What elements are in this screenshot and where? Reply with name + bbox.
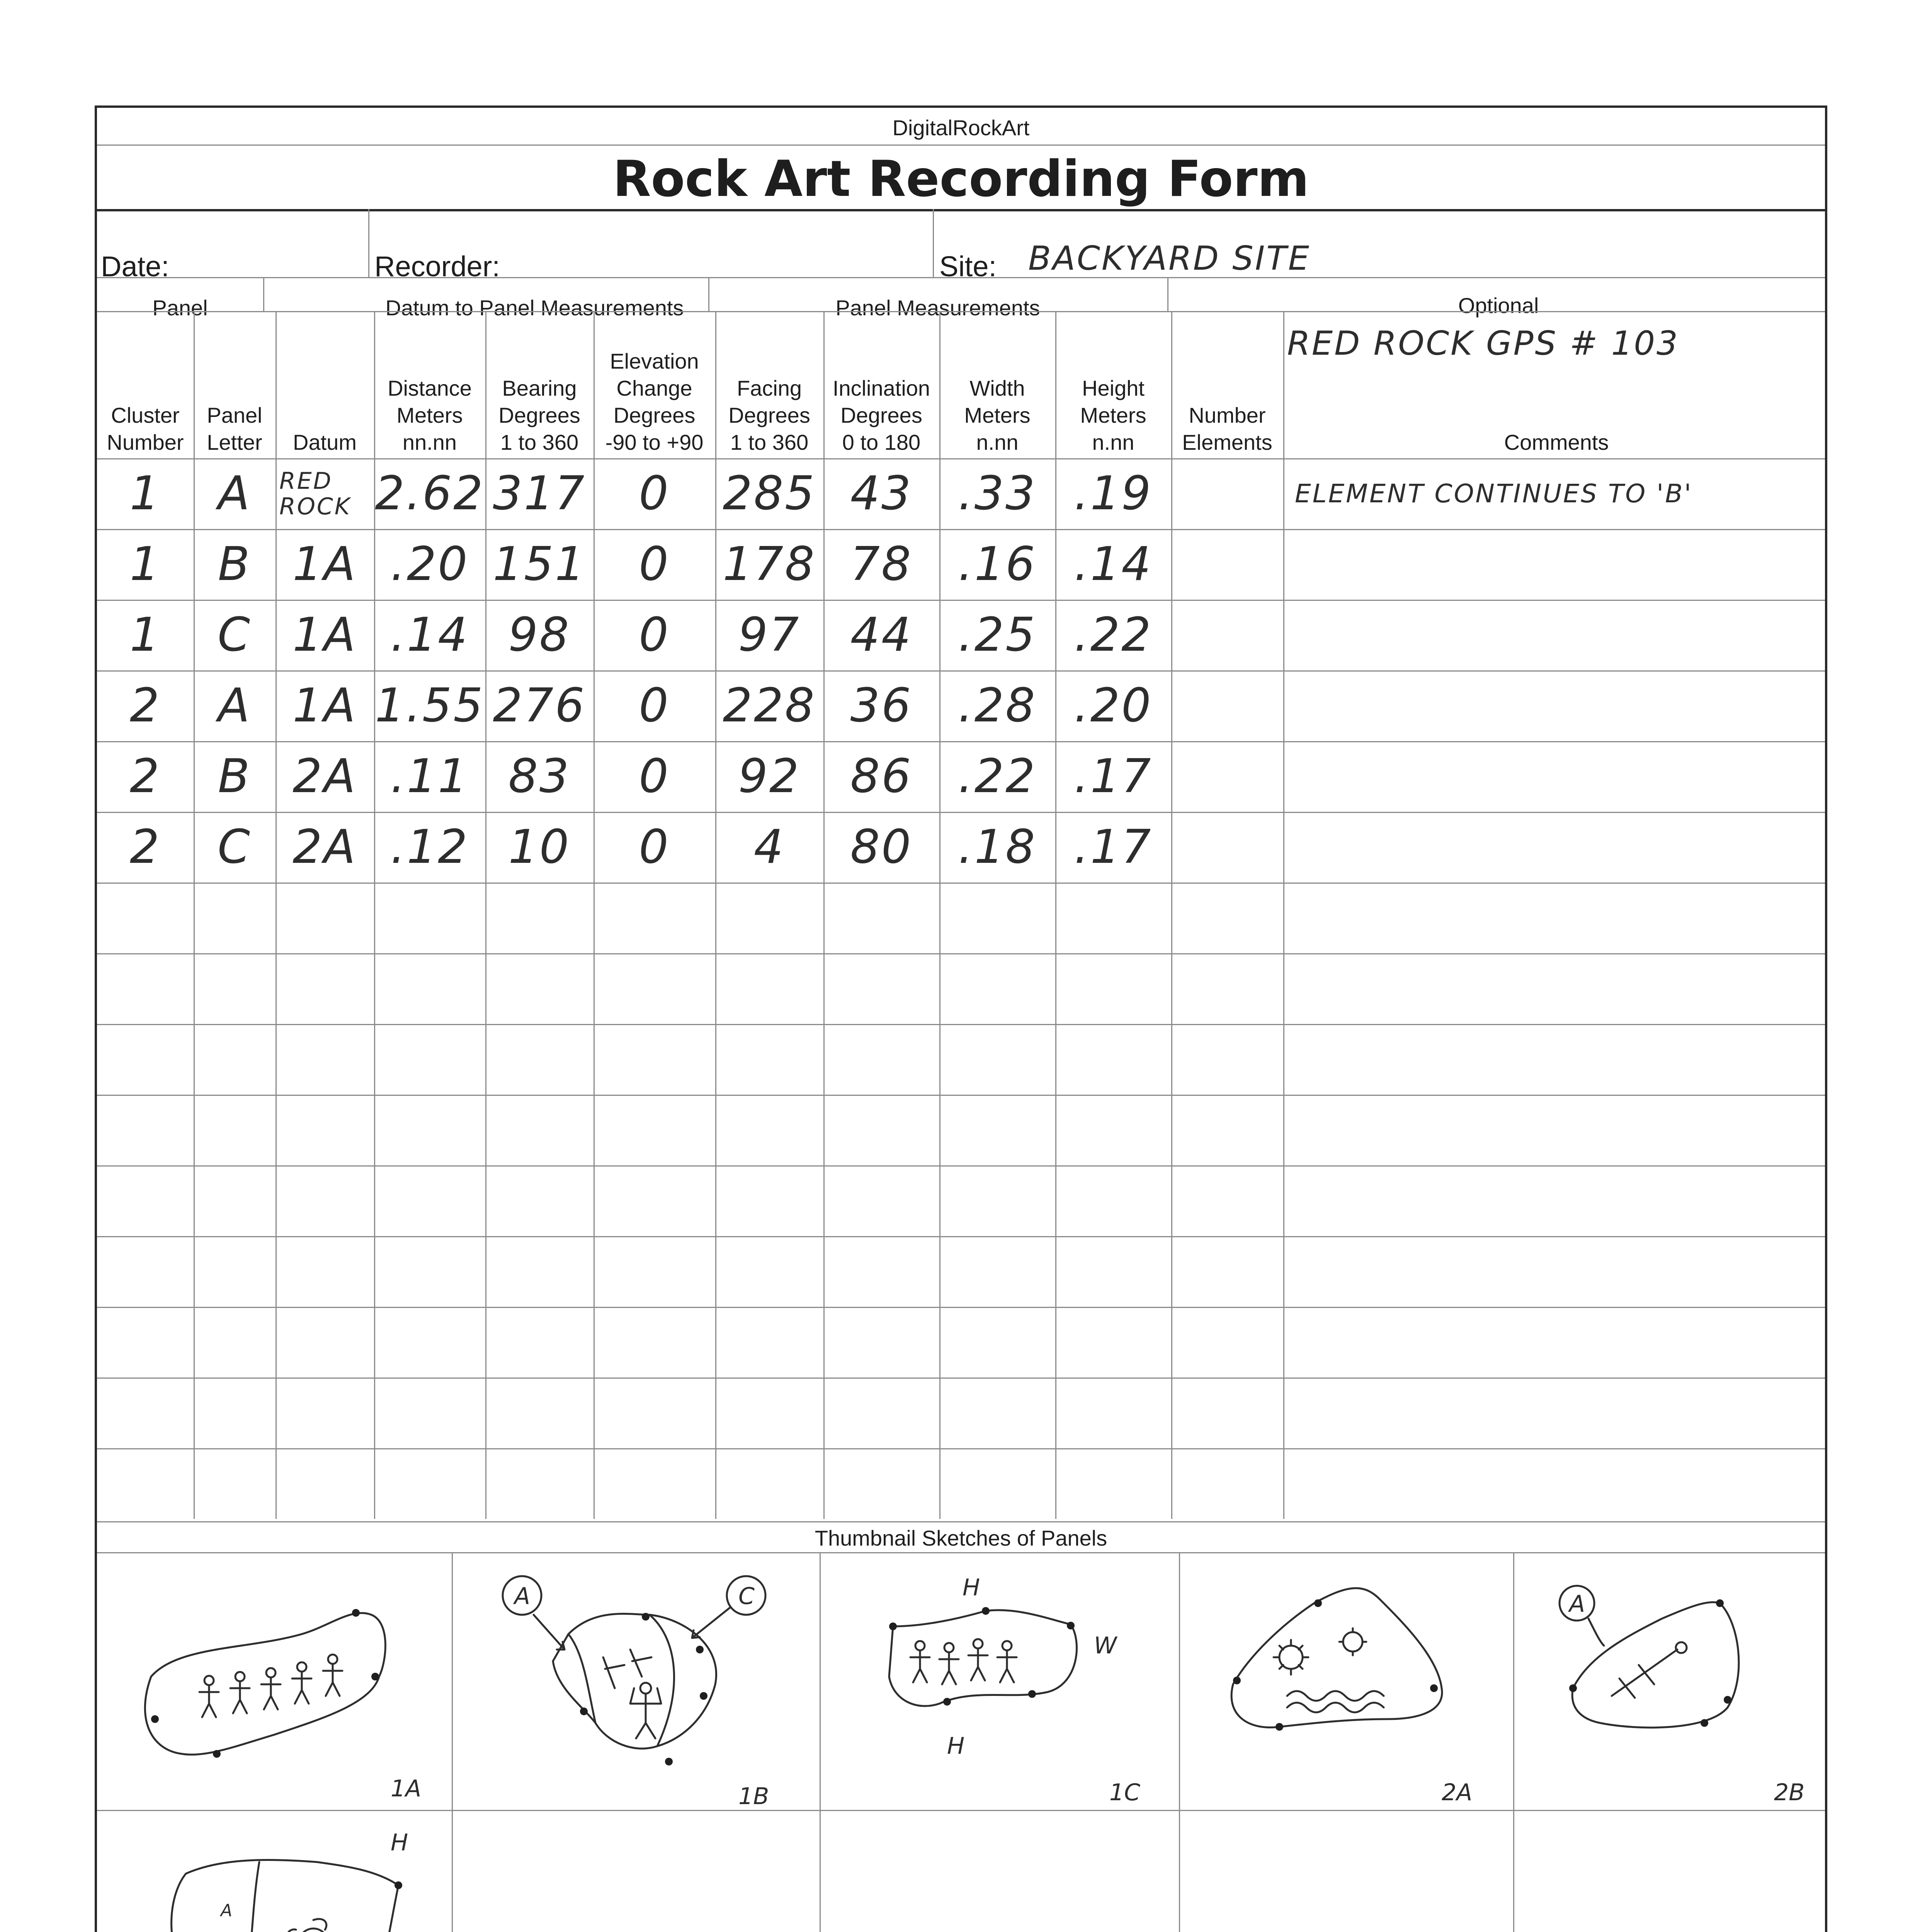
cell-elements[interactable] bbox=[1171, 812, 1283, 883]
column-header-line: -90 to +90 bbox=[605, 430, 704, 454]
date-label: Date: bbox=[101, 250, 169, 282]
cell-bearing[interactable]: 98 bbox=[508, 608, 571, 662]
column-header-line: Elevation bbox=[610, 349, 699, 373]
column-header-line: Bearing bbox=[502, 376, 577, 400]
column-header-width bbox=[939, 311, 1055, 456]
cell-width[interactable]: .22 bbox=[958, 750, 1037, 803]
cell-inclination[interactable]: 78 bbox=[850, 537, 913, 591]
cell-datum[interactable]: 2A bbox=[293, 820, 357, 874]
column-header-line: Change bbox=[616, 376, 692, 400]
brand-name: DigitalRockArt bbox=[892, 116, 1030, 140]
column-header-line: Width bbox=[969, 376, 1025, 400]
cell-elements[interactable] bbox=[1171, 529, 1283, 600]
cell-cluster[interactable]: 1 bbox=[129, 537, 161, 591]
sketch-label-1b: 1B bbox=[738, 1783, 769, 1808]
column-header-line: Facing bbox=[736, 376, 802, 400]
column-header-line: Elements bbox=[1182, 430, 1272, 454]
cell-inclination[interactable]: 36 bbox=[850, 679, 913, 733]
cell-comments[interactable] bbox=[1283, 600, 1830, 670]
cell-height[interactable]: .17 bbox=[1074, 820, 1153, 874]
recorder-label: Recorder: bbox=[374, 250, 500, 282]
column-header-line: Height bbox=[1082, 376, 1145, 400]
column-header-distance bbox=[374, 311, 485, 456]
cell-elements[interactable] bbox=[1171, 741, 1283, 812]
column-header-panel bbox=[194, 311, 276, 456]
cell-datum[interactable]: 1A bbox=[293, 679, 357, 733]
sketch-label-2a: 2A bbox=[1442, 1779, 1473, 1806]
column-header-line: 1 to 360 bbox=[730, 430, 809, 454]
sketch-2a bbox=[1187, 1561, 1511, 1808]
column-header-line: nn.nn bbox=[402, 430, 457, 454]
column-header-line: Meters bbox=[964, 403, 1031, 427]
svg-text:C: C bbox=[738, 1583, 755, 1610]
cell-panel[interactable]: B bbox=[218, 537, 252, 591]
cell-elevation[interactable]: 0 bbox=[639, 679, 670, 733]
sketch-label-1a: 1A bbox=[391, 1775, 422, 1802]
cell-bearing[interactable]: 151 bbox=[493, 537, 586, 591]
sketch-1b bbox=[468, 1561, 808, 1808]
cell-height[interactable]: .17 bbox=[1074, 750, 1153, 803]
cell-inclination[interactable]: 44 bbox=[850, 608, 913, 662]
cell-panel[interactable]: C bbox=[218, 608, 252, 662]
cell-comments[interactable] bbox=[1283, 670, 1830, 741]
column-header-datum bbox=[276, 311, 374, 456]
cell-distance[interactable]: 2.62 bbox=[375, 467, 485, 520]
site-field[interactable]: BACKYARD SITE bbox=[1028, 239, 1311, 278]
column-header-elements bbox=[1171, 311, 1283, 456]
column-header-line: Meters bbox=[1080, 403, 1146, 427]
cell-comments[interactable] bbox=[1283, 812, 1830, 883]
column-header-bearing bbox=[485, 311, 594, 456]
recording-form bbox=[95, 105, 1827, 1932]
cell-elements[interactable] bbox=[1171, 670, 1283, 741]
cell-inclination[interactable]: 80 bbox=[850, 820, 913, 874]
form-title: Rock Art Recording Form bbox=[613, 150, 1309, 208]
cell-datum[interactable]: RED ROCK bbox=[279, 467, 352, 520]
sketch-1a bbox=[120, 1592, 445, 1808]
cell-elevation[interactable]: 0 bbox=[639, 537, 670, 591]
sketch-2c bbox=[105, 1816, 445, 1932]
cell-cluster[interactable]: 2 bbox=[129, 820, 161, 874]
column-header-line: Comments bbox=[1504, 430, 1609, 454]
column-header-line: 0 to 180 bbox=[842, 430, 921, 454]
cell-facing[interactable]: 97 bbox=[738, 608, 801, 662]
cell-comments[interactable] bbox=[1283, 529, 1830, 600]
site-label: Site: bbox=[939, 250, 997, 282]
cell-comments[interactable] bbox=[1283, 741, 1830, 812]
column-header-line: Distance bbox=[388, 376, 472, 400]
cell-elements[interactable] bbox=[1171, 458, 1283, 529]
sketch-label-2b: 2B bbox=[1774, 1779, 1805, 1806]
cell-datum[interactable]: 2A bbox=[293, 750, 357, 803]
cell-elevation[interactable]: 0 bbox=[639, 608, 670, 662]
group-datum-measurements: Datum to Panel Measurements bbox=[385, 296, 684, 320]
cell-height[interactable]: .19 bbox=[1074, 467, 1153, 520]
cell-cluster[interactable]: 1 bbox=[129, 467, 161, 520]
column-header-line: Degrees bbox=[613, 403, 696, 427]
cell-distance[interactable]: 1.55 bbox=[375, 679, 485, 733]
column-header-line: Degrees bbox=[840, 403, 922, 427]
svg-text:H: H bbox=[963, 1574, 980, 1601]
column-header-line: Number bbox=[1189, 403, 1266, 427]
cell-width[interactable]: .25 bbox=[958, 608, 1037, 662]
cell-height[interactable]: .22 bbox=[1074, 608, 1153, 662]
svg-text:A: A bbox=[1569, 1590, 1585, 1617]
svg-text:A: A bbox=[514, 1583, 531, 1610]
cell-panel[interactable]: C bbox=[218, 820, 252, 874]
svg-text:H: H bbox=[391, 1829, 408, 1856]
cell-panel[interactable]: A bbox=[218, 679, 252, 733]
cell-datum[interactable]: 1A bbox=[293, 608, 357, 662]
svg-text:A: A bbox=[221, 1901, 233, 1920]
cell-bearing[interactable]: 317 bbox=[493, 467, 586, 520]
column-header-line: Letter bbox=[207, 430, 262, 454]
cell-inclination[interactable]: 86 bbox=[850, 750, 913, 803]
cell-cluster[interactable]: 2 bbox=[129, 750, 161, 803]
cell-width[interactable]: .28 bbox=[958, 679, 1037, 733]
column-header-inclination bbox=[823, 311, 939, 456]
column-header-line: Degrees bbox=[498, 403, 580, 427]
cell-distance[interactable]: .14 bbox=[390, 608, 469, 662]
cell-distance[interactable]: .12 bbox=[390, 820, 469, 874]
cell-facing[interactable]: 4 bbox=[753, 820, 785, 874]
cell-panel[interactable]: A bbox=[218, 467, 252, 520]
cell-width[interactable]: .33 bbox=[958, 467, 1037, 520]
svg-text:H: H bbox=[947, 1733, 965, 1760]
cell-height[interactable]: .20 bbox=[1074, 679, 1153, 733]
cell-width[interactable]: .16 bbox=[958, 537, 1037, 591]
cell-cluster[interactable]: 1 bbox=[129, 608, 161, 662]
sketch-label-1c: 1C bbox=[1109, 1779, 1141, 1806]
column-header-line: Inclination bbox=[832, 376, 930, 400]
cell-facing[interactable]: 285 bbox=[723, 467, 816, 520]
cell-inclination[interactable]: 43 bbox=[850, 467, 913, 520]
cell-elevation[interactable]: 0 bbox=[639, 750, 670, 803]
column-header-line: Degrees bbox=[728, 403, 810, 427]
cell-bearing[interactable]: 276 bbox=[493, 679, 586, 733]
sketches-heading: Thumbnail Sketches of Panels bbox=[815, 1526, 1107, 1550]
column-header-height bbox=[1055, 311, 1171, 456]
column-header-cluster bbox=[97, 311, 194, 456]
column-header-line: Panel bbox=[207, 403, 262, 427]
column-header-line: n.nn bbox=[976, 430, 1019, 454]
sketch-1c bbox=[831, 1561, 1171, 1808]
cell-width[interactable]: .18 bbox=[958, 820, 1037, 874]
cell-cluster[interactable]: 2 bbox=[129, 679, 161, 733]
svg-text:W: W bbox=[1094, 1632, 1117, 1659]
group-optional: Optional bbox=[1458, 293, 1539, 318]
column-header-elevation bbox=[594, 311, 715, 456]
column-header-line: Cluster bbox=[111, 403, 180, 427]
cell-bearing[interactable]: 83 bbox=[508, 750, 571, 803]
cell-panel[interactable]: B bbox=[218, 750, 252, 803]
column-header-line: 1 to 360 bbox=[500, 430, 579, 454]
cell-height[interactable]: .14 bbox=[1074, 537, 1153, 591]
cell-distance[interactable]: .20 bbox=[390, 537, 469, 591]
cell-datum[interactable]: 1A bbox=[293, 537, 357, 591]
column-header-facing bbox=[715, 311, 823, 456]
cell-facing[interactable]: 92 bbox=[738, 750, 801, 803]
column-header-line: Meters bbox=[396, 403, 463, 427]
column-header-line: Datum bbox=[293, 430, 357, 454]
cell-elevation[interactable]: 0 bbox=[639, 820, 670, 874]
cell-facing[interactable]: 178 bbox=[723, 537, 816, 591]
cell-comments[interactable]: ELEMENT CONTINUES TO 'B' bbox=[1295, 479, 1693, 509]
column-header-line: Number bbox=[107, 430, 184, 454]
column-header-line: n.nn bbox=[1092, 430, 1134, 454]
cell-elevation[interactable]: 0 bbox=[639, 467, 670, 520]
sketch-2b bbox=[1523, 1561, 1824, 1808]
optional-note: RED ROCK GPS # 103 bbox=[1287, 324, 1679, 363]
group-panel-measurements: Panel Measurements bbox=[835, 296, 1040, 320]
cell-elements[interactable] bbox=[1171, 600, 1283, 670]
cell-distance[interactable]: .11 bbox=[390, 750, 469, 803]
cell-facing[interactable]: 228 bbox=[723, 679, 816, 733]
group-panel: Panel bbox=[152, 296, 208, 320]
cell-bearing[interactable]: 10 bbox=[508, 820, 571, 874]
